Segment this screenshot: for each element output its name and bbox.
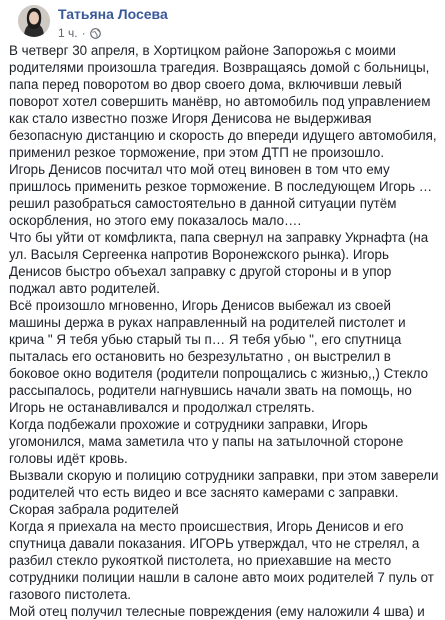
post-paragraph: В четверг 30 апреля, в Хортицком районе Запорожья с моими родителями произошла трагедия. Возвращаясь домой с больницы, папа перед поворотом во двор своего дома, включивши левый поворот хотел совершить манёвр, но автомобиль под управлением как стало известно позже Игоря Денисова не выдерживая безопасную дистанцию и скорость до впереди идущего автомобиля, применил резкое торможение, при этом ДТП не произошло. [9, 43, 437, 160]
author-name[interactable]: Татьяна Лосева [58, 6, 168, 22]
post-paragraph: Всё произошло мгновенно, Игорь Денисов выбежал из своей машины держа в руках направленный на родителей пистолет и крича " Я тебя убью старый ты п… Я тебя убью ", его спутница пыталась его остановить но безрезультатно , он выстрелил в боковое окно водителя (родители попрощались с жизнью,,) Стекло рассыпалось, родители нагнувшись начали звать на помощь, но Игорь не останавливался и продолжал стрелять. [9, 298, 429, 415]
post-meta [58, 26, 101, 40]
post-paragraph: Скорая забрала родителей [9, 502, 179, 517]
globe-icon[interactable] [90, 28, 101, 39]
post-paragraph: Когда подбежали прохожие и сотрудники заправки, Игорь угомонился, мама заметила что у папы на затылочной стороне головы идёт кровь. [9, 417, 404, 466]
post-text [9, 42, 439, 620]
post-paragraph: Когда я приехала на место происшествия, Игорь Денисов и его спутница давали показания. ИГОРЬ утверждал, что не стрелял, а разбил стекло рукояткой пистолета, но приехавшие на место сотрудники полиции нашли в салоне авто моих родителей 7 пуль от газового пистолета. [9, 519, 434, 602]
post-header [9, 0, 445, 44]
post-paragraph: Игорь Денисов посчитал что мой отец виновен в том что ему пришлось применить резкое торможение. В последующем Игорь … решил разобраться самостоятельно в данной ситуации путём оскорбления, но этого ему показалось мало…. [9, 162, 433, 228]
author-avatar[interactable] [18, 5, 50, 37]
post-paragraph: Вызвали скорую и полицию сотрудники заправки, при этом заверели родителей что есть видео и все заснято камерами с заправки. [9, 468, 439, 500]
post-time[interactable]: 1 ч. [58, 26, 78, 40]
post-paragraph: Что бы уйти от комфликта, папа свернул на заправку Укрнафта (на ул. Васыля Сергеенка напротив Воронежского рынка). Игорь Денисов быстро объехал заправку с другой стороны и в упор поджал авто родителей. [9, 230, 429, 296]
post-paragraph: Мой отец получил телесные повреждения (ему наложили 4 шва) и [9, 604, 425, 619]
meta-separator: · [81, 26, 86, 40]
